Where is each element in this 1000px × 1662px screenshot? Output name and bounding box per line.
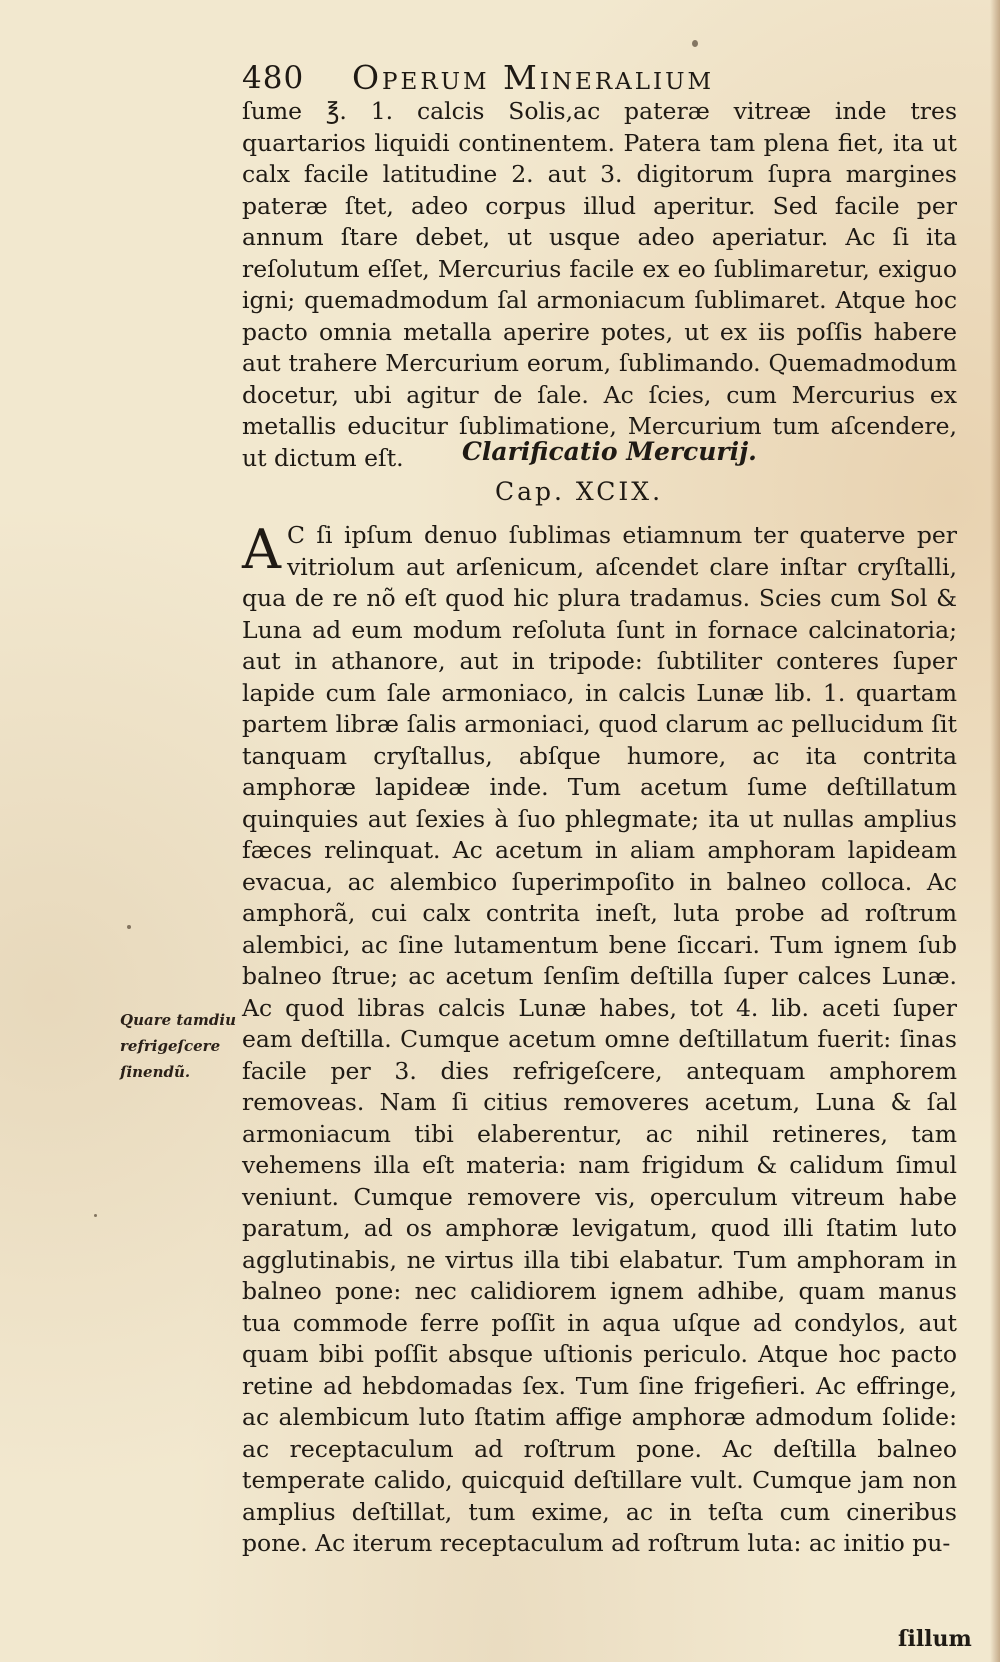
paragraph-1-text: ſume ℥. 1. calcis Solis,ac pateræ vitreæ inde tres quartarios liquidi continentem. Patera tam plena fiet, ita ut calx facile latitudine 2. aut 3. digitorum ſupra margines pateræ ſtet, adeo corpus illud aperitur. Sed facile per annum ſtare debet, ut usque adeo aperiatur. Ac ſi ita reſolutum eſſet, Mercurius facile ex eo ſublimaretur, exiguo igni; quemadmodum ſal armoniacum ſublimaret. Atque hoc pacto omnia metalla aperire potes, ut ex iis poſſis habere aut trahere Mercurium eorum, ſublimando. Quemadmodum docetur, ubi agitur de ſale. Ac ſcies, cum Mercurius ex metallis educitur ſublimatione, Mercurium tum aſcendere, ut dictum eſt. <box>242 97 957 472</box>
marginal-note: Quare tamdiu refrigeſcere ſinendũ. <box>120 1011 236 1081</box>
drop-cap: A <box>242 518 281 581</box>
ink-speck <box>127 925 131 929</box>
catchword: ſillum <box>898 1626 972 1652</box>
running-title: Operum Mineralium <box>352 58 715 97</box>
page-number: 480 <box>242 60 305 96</box>
chapter-paragraph <box>242 520 957 1560</box>
paragraph-2-text: C ſi ipſum denuo ſublimas etiamnum ter quaterve per vitriolum aut arſenicum, aſcendet clare inſtar cryſtalli, qua de re nõ eſt quod hic plura tradamus. Scies cum Sol & Luna ad eum modum reſoluta ſunt in fornace calcinatoria; aut in athanore, aut in tripode: ſubtiliter conteres ſuper lapide cum ſale armoniaco, in calcis Lunæ lib. 1. quartam partem libræ ſalis armoniaci, quod clarum ac pellucidum ſit tanquam cryſtallus, abſque humore, ac ita contrita amphoræ lapideæ inde. Tum acetum ſume deſtillatum quinquies aut ſexies à ſuo phlegmate; ita ut nullas amplius fæces relinquat. Ac acetum in aliam amphoram lapideam evacua, ac alembico ſuperimpoſito in balneo colloca. Ac amphorã, cui calx contrita ineſt, luta probe ad roſtrum alembici, ac ſine lutamentum bene ſiccari. Tum ignem ſub balneo ſtrue; ac acetum ſenſim deſtilla ſuper calces Lunæ. Ac quod libras calcis Lunæ habes, tot 4. lib. aceti ſuper eam deſtilla. Cumque acetum omne deſtillatum fuerit: ſinas facile per 3. dies refrigeſcere, antequam amphorem removeas. Nam ſi citius removeres acetum, Luna & ſal armoniacum tibi elaberentur, ac nihil retineres, tam vehemens illa eſt materia: nam frigidum & calidum ſimul veniunt. Cumque removere vis, operculum vitreum habe paratum, ad os amphoræ levigatum, quod illi ſtatim luto agglutinabis, ne virtus illa tibi elabatur. Tum amphoram in balneo pone: nec calidiorem ignem adhibe, quam manus tua commode ferre poſſit in aqua uſque ad condylos, aut quam bibi poſſit absque uſtionis periculo. Atque hoc pacto retine ad hebdomadas ſex. Tum ſine frigefieri. Ac effringe, ac alembicum luto ſtatim affige amphoræ admodum ſolide: ac receptaculum ad roſtrum pone. Ac deſtilla balneo temperate calido, quicquid deſtillare vult. Cumque jam non amplius deſtillat, tum exime, ac in teſta cum cineribus pone. Ac iterum receptaculum ad roſtrum luta: ac initio pu- <box>242 521 957 1557</box>
ink-speck <box>692 40 698 47</box>
paragraph-continuation <box>242 96 957 474</box>
section-title: Clarificatio Mercurij. <box>462 437 757 466</box>
chapter-heading: Cap. XCIX. <box>495 477 664 506</box>
page-edge-shadow <box>990 0 1000 1662</box>
ink-speck <box>94 1214 97 1217</box>
